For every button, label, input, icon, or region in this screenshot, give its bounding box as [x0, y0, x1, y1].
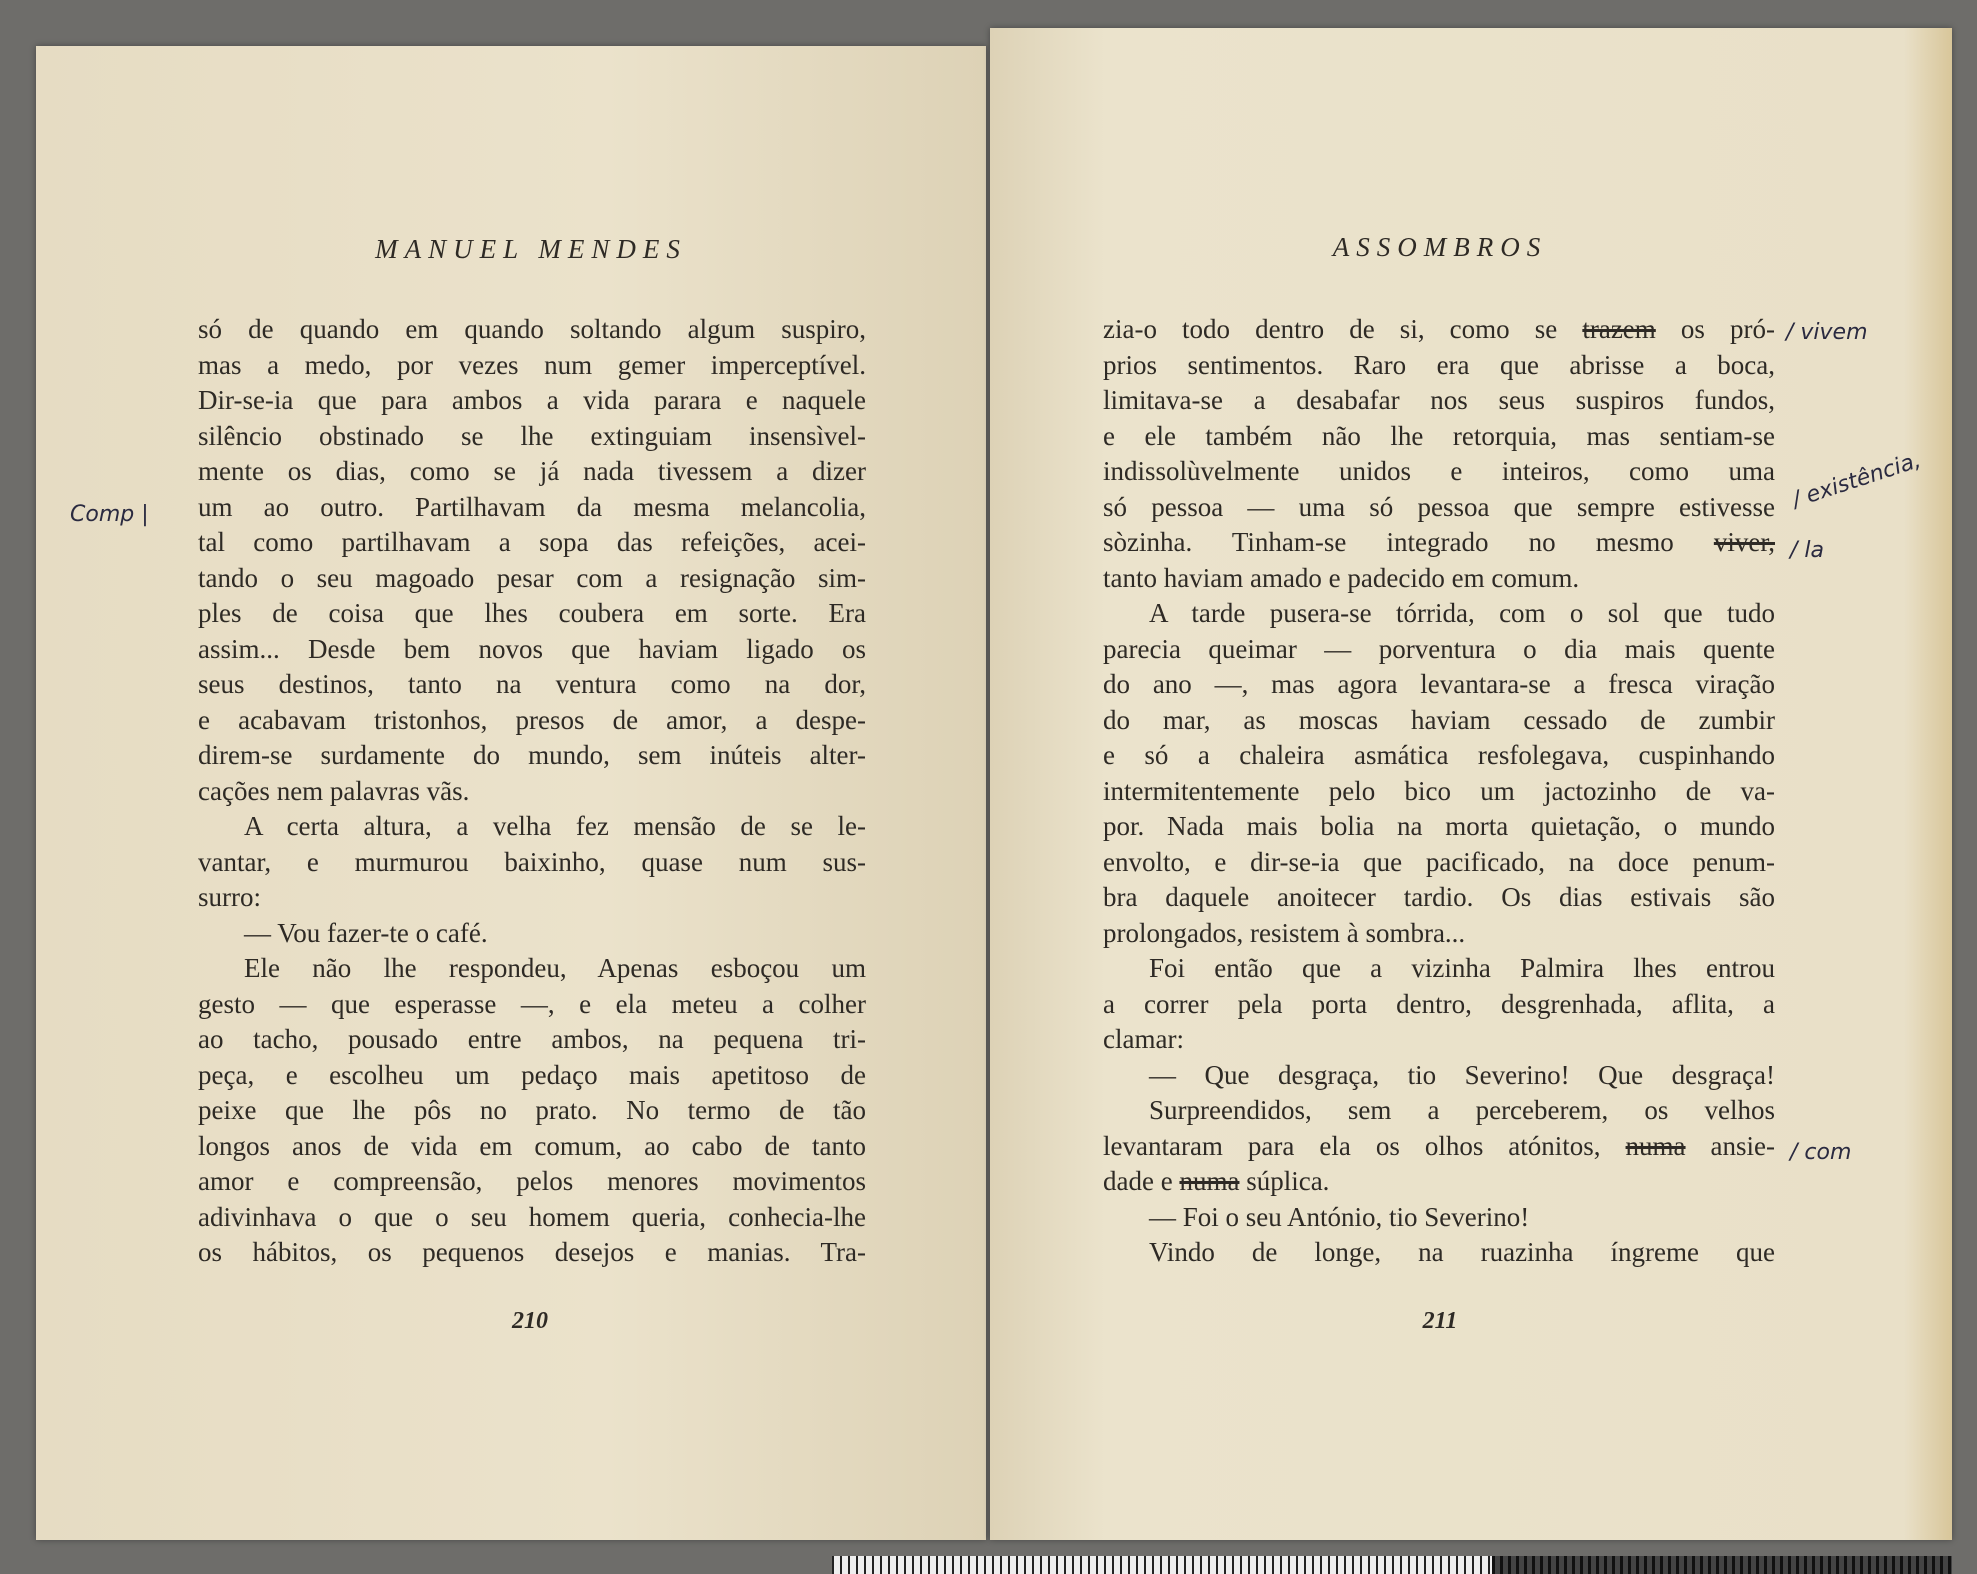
running-header-left: MANUEL MENDES — [375, 234, 687, 264]
text-line — [198, 1058, 866, 1094]
text-segment: os hábitos, os pequenos desejos e manias. Tra- — [198, 1237, 866, 1267]
page-number-right: 211 — [1422, 1308, 1458, 1334]
text-segment: — Que desgraça, tio Severino! Que desgraça! — [1149, 1059, 1775, 1090]
text-segment: do ano —, mas agora levantara-se a fresca viração — [1103, 669, 1775, 699]
text-line — [1103, 490, 1775, 526]
text-line — [1103, 738, 1775, 774]
text-segment: a correr pela porta dentro, desgrenhada, aflita, a — [1103, 988, 1775, 1019]
text-line — [1103, 987, 1775, 1023]
text-segment: amor e compreensão, pelos menores movimentos — [198, 1166, 866, 1196]
text-segment: Foi então que a vizinha Palmira lhes entrou — [1149, 953, 1775, 983]
text-segment: tanto haviam amado e padecido em comum. — [1103, 562, 1580, 593]
text-segment: vantar, e murmurou baixinho, quase num sus- — [198, 846, 866, 877]
text-line — [1103, 1200, 1775, 1236]
text-line — [198, 1200, 866, 1236]
struck-word: numa — [1179, 1166, 1240, 1196]
text-segment: Ele não lhe respondeu, Apenas esboçou um — [244, 953, 866, 983]
ruler-dark-segment — [1492, 1556, 1952, 1574]
text-line — [198, 312, 866, 348]
text-line — [1103, 525, 1775, 561]
text-segment: assim... Desde bem novos que haviam ligado os — [198, 633, 866, 664]
margin-note-la: / la — [1790, 538, 1824, 563]
scale-ruler — [832, 1556, 1952, 1574]
text-segment: Dir-se-ia que para ambos a vida parara e naquele — [198, 385, 866, 415]
text-line — [198, 916, 866, 952]
text-line — [198, 419, 866, 455]
struck-word: numa — [1625, 1130, 1686, 1161]
text-line — [1103, 561, 1775, 597]
text-segment: — Vou fazer-te o café. — [244, 917, 488, 948]
text-line — [1103, 880, 1775, 916]
text-line — [198, 809, 866, 845]
text-segment: gesto — que esperasse —, e ela meteu a colher — [198, 988, 866, 1019]
text-segment: direm-se surdamente do mundo, sem inúteis alter- — [198, 740, 866, 770]
text-line — [198, 1022, 866, 1058]
text-segment: longos anos de vida em comum, ao cabo de tanto — [198, 1130, 866, 1161]
left-page — [36, 46, 986, 1540]
text-segment: silêncio obstinado se lhe extinguiam insensìvel- — [198, 420, 866, 451]
text-segment: ao tacho, pousado entre ambos, na pequena tri- — [198, 1024, 866, 1054]
text-segment: súplica. — [1239, 1166, 1330, 1196]
text-segment: e só a chaleira asmática resfolegava, cuspinhando — [1103, 740, 1775, 770]
text-segment: e acabavam tristonhos, presos de amor, a despe- — [198, 704, 866, 735]
text-segment: seus destinos, tanto na ventura como na dor, — [198, 669, 866, 699]
text-segment: cações nem palavras vãs. — [198, 775, 470, 806]
text-segment: ples de coisa que lhes coubera em sorte. Era — [198, 598, 866, 628]
text-line — [198, 1235, 866, 1271]
text-line — [1103, 1235, 1775, 1271]
text-segment: mas a medo, por vezes num gemer imperceptível. — [198, 349, 866, 380]
margin-note-comp: Comp | — [70, 502, 149, 527]
text-segment: zia-o todo dentro de si, como se — [1103, 314, 1583, 344]
text-segment: só de quando em quando soltando algum suspiro, — [198, 314, 866, 344]
page-number-left: 210 — [512, 1308, 548, 1334]
text-segment: os pró- — [1655, 314, 1775, 344]
text-segment: Surpreendidos, sem a perceberem, os velhos — [1149, 1095, 1775, 1125]
margin-note-existencia: / existência, — [1789, 448, 1924, 513]
text-line — [198, 348, 866, 384]
text-line — [1103, 1093, 1775, 1129]
text-line — [198, 667, 866, 703]
text-line — [1103, 454, 1775, 490]
text-line — [198, 880, 866, 916]
text-line — [1103, 774, 1775, 810]
text-segment: só pessoa — uma só pessoa que sempre estivesse — [1103, 491, 1775, 522]
text-line — [198, 738, 866, 774]
text-line — [198, 383, 866, 419]
text-line — [1103, 1164, 1775, 1200]
text-line — [198, 987, 866, 1023]
text-line — [198, 703, 866, 739]
text-segment: tando o seu magoado pesar com a resignação sim- — [198, 562, 866, 593]
margin-note-vivem: / vivem — [1786, 320, 1868, 345]
text-line — [198, 561, 866, 597]
text-line — [198, 454, 866, 490]
text-segment: mente os dias, como se já nada tivessem a dizer — [198, 456, 866, 486]
text-line — [1103, 916, 1775, 952]
text-segment: A tarde pusera-se tórrida, com o sol que tudo — [1149, 598, 1775, 628]
margin-note-com: / com — [1790, 1140, 1852, 1165]
struck-word: trazem — [1582, 314, 1656, 344]
text-segment: ansie- — [1685, 1130, 1776, 1161]
text-line — [1103, 312, 1775, 348]
text-line — [1103, 1058, 1775, 1094]
text-segment: do mar, as moscas haviam cessado de zumbir — [1103, 704, 1775, 735]
text-line — [1103, 1129, 1775, 1165]
text-line — [1103, 383, 1775, 419]
text-segment: tal como partilhavam a sopa das refeições, acei- — [198, 527, 866, 557]
right-page-body — [1103, 312, 1775, 1271]
text-line — [1103, 632, 1775, 668]
text-line — [198, 1093, 866, 1129]
text-line — [198, 596, 866, 632]
text-segment: adivinhava o que o seu homem queria, conhecia-lhe — [198, 1201, 866, 1232]
text-segment: — Foi o seu António, tio Severino! — [1149, 1201, 1530, 1232]
text-segment: A certa altura, a velha fez mensão de se le- — [244, 811, 866, 841]
text-segment: e ele também não lhe retorquia, mas sentiam-se — [1103, 420, 1775, 451]
left-page-body — [198, 312, 866, 1271]
text-segment: dade e — [1103, 1166, 1180, 1196]
text-segment: prios sentimentos. Raro era que abrisse a boca, — [1103, 349, 1775, 380]
text-segment: um ao outro. Partilhavam da mesma melancolia, — [198, 491, 866, 522]
text-line — [1103, 419, 1775, 455]
text-segment: limitava-se a desabafar nos seus suspiros fundos, — [1103, 385, 1775, 415]
text-line — [198, 490, 866, 526]
text-segment: envolto, e dir-se-ia que pacificado, na doce penum- — [1103, 846, 1775, 877]
text-segment: surro: — [198, 882, 261, 912]
text-segment: intermitentemente pelo bico um jactozinho de va- — [1103, 775, 1775, 806]
text-line — [1103, 1022, 1775, 1058]
right-page — [990, 28, 1952, 1540]
running-header-right: ASSOMBROS — [1332, 232, 1548, 262]
text-line — [198, 774, 866, 810]
text-line — [1103, 596, 1775, 632]
text-line — [1103, 845, 1775, 881]
text-line — [1103, 703, 1775, 739]
struck-word: viver, — [1713, 527, 1775, 557]
text-line — [1103, 348, 1775, 384]
text-line — [1103, 951, 1775, 987]
text-line — [198, 632, 866, 668]
text-line — [198, 845, 866, 881]
text-line — [198, 951, 866, 987]
text-segment: parecia queimar — porventura o dia mais quente — [1103, 633, 1775, 664]
text-line — [1103, 809, 1775, 845]
text-segment: peça, e escolheu um pedaço mais apetitoso de — [198, 1059, 866, 1090]
text-line — [1103, 667, 1775, 703]
text-segment: sòzinha. Tinham-se integrado no mesmo — [1103, 527, 1714, 557]
text-line — [198, 1164, 866, 1200]
text-segment: por. Nada mais bolia na morta quietação, o mundo — [1103, 811, 1775, 841]
text-line — [198, 1129, 866, 1165]
text-segment: Vindo de longe, na ruazinha íngreme que — [1149, 1237, 1775, 1267]
text-segment: clamar: — [1103, 1024, 1184, 1054]
text-segment: levantaram para ela os olhos atónitos, — [1103, 1130, 1626, 1161]
text-segment: prolongados, resistem à sombra... — [1103, 917, 1466, 948]
text-segment: indissolùvelmente unidos e inteiros, como uma — [1103, 456, 1775, 486]
text-segment: bra daquele anoitecer tardio. Os dias estivais são — [1103, 882, 1775, 912]
text-line — [198, 525, 866, 561]
text-segment: peixe que lhe pôs no prato. No termo de tão — [198, 1095, 866, 1125]
